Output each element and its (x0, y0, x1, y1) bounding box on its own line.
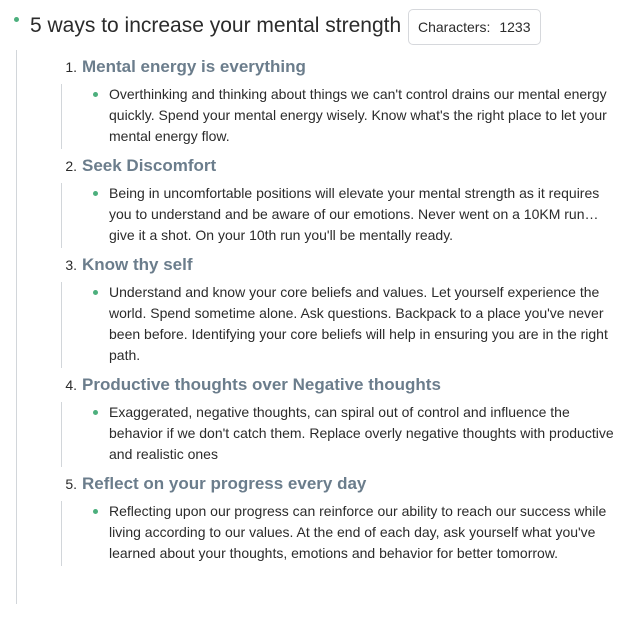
bullet-text[interactable]: Exaggerated, negative thoughts, can spiral out of control and influence the behavior if we don't catch them. Replace overly negative thoughts with productive and realistic ones (109, 404, 614, 462)
list-item-heading[interactable] (41, 368, 607, 402)
sub-list (61, 501, 607, 566)
list-number: 4. (65, 377, 77, 393)
bullet-item[interactable] (62, 84, 614, 147)
list-heading-text[interactable]: Reflect on your progress every day (82, 474, 367, 493)
character-count-label: Characters: (418, 19, 491, 35)
sub-list (61, 282, 607, 368)
bullet-text[interactable]: Overthinking and thinking about things we can't control drains our mental energy quickly. Spend your mental energy wisely. Know what's the right place to let your mental energy flow. (109, 86, 607, 144)
list-item-heading[interactable] (41, 50, 607, 84)
list-number: 1. (65, 59, 77, 75)
character-count-badge (408, 9, 541, 45)
list-heading-text[interactable]: Mental energy is everything (82, 57, 306, 76)
list-item (17, 248, 607, 368)
document-title[interactable]: 5 ways to increase your mental strength (30, 14, 402, 37)
list-heading-text[interactable]: Seek Discomfort (82, 156, 217, 175)
list-item (17, 149, 607, 248)
bullet-item[interactable] (62, 183, 614, 246)
bullet-item[interactable] (62, 402, 614, 465)
bullet-dot-icon[interactable] (93, 290, 98, 295)
list-heading-text[interactable]: Productive thoughts over Negative thoughts (82, 375, 441, 394)
list-item (17, 368, 614, 467)
bullet-dot-icon[interactable] (93, 410, 98, 415)
bullet-dot-icon[interactable] (93, 92, 98, 97)
list-heading-text[interactable]: Know thy self (82, 255, 193, 274)
bullet-item[interactable] (62, 501, 614, 564)
list-item (17, 467, 607, 566)
list-item-heading[interactable] (41, 149, 607, 183)
sub-list (61, 84, 607, 149)
sub-list (61, 402, 614, 467)
bullet-dot-icon[interactable] (93, 509, 98, 514)
outline-children-guide (16, 50, 614, 604)
bullet-item[interactable] (62, 282, 614, 366)
bullet-text[interactable]: Reflecting upon our progress can reinforce our ability to reach our success while living according to our values. At the end of each day, ask yourself what you've learned about your thoughts, emotions and behavior for better tomorrow. (109, 503, 607, 561)
list-number: 5. (65, 476, 77, 492)
root-bullet-icon[interactable] (14, 17, 19, 22)
sub-list (61, 183, 607, 248)
list-item-heading[interactable] (41, 467, 607, 501)
character-count-value: 1233 (499, 19, 531, 35)
bullet-text[interactable]: Understand and know your core beliefs and values. Let yourself experience the world. Spend sometime alone. Ask questions. Backpack to a place you've never been before. Identifying your core beliefs will help in ensuring you are in the right path. (109, 284, 608, 363)
list-item (17, 50, 607, 149)
list-item-heading[interactable] (41, 248, 607, 282)
bullet-text[interactable]: Being in uncomfortable positions will elevate your mental strength as it requires you to understand and be aware of our emotions. Never went on a 10KM run… give it a shot. On your 10th run you'll be mentally ready. (109, 185, 600, 243)
list-number: 2. (65, 158, 77, 174)
numbered-list (17, 50, 614, 566)
list-number: 3. (65, 257, 77, 273)
bullet-dot-icon[interactable] (93, 191, 98, 196)
